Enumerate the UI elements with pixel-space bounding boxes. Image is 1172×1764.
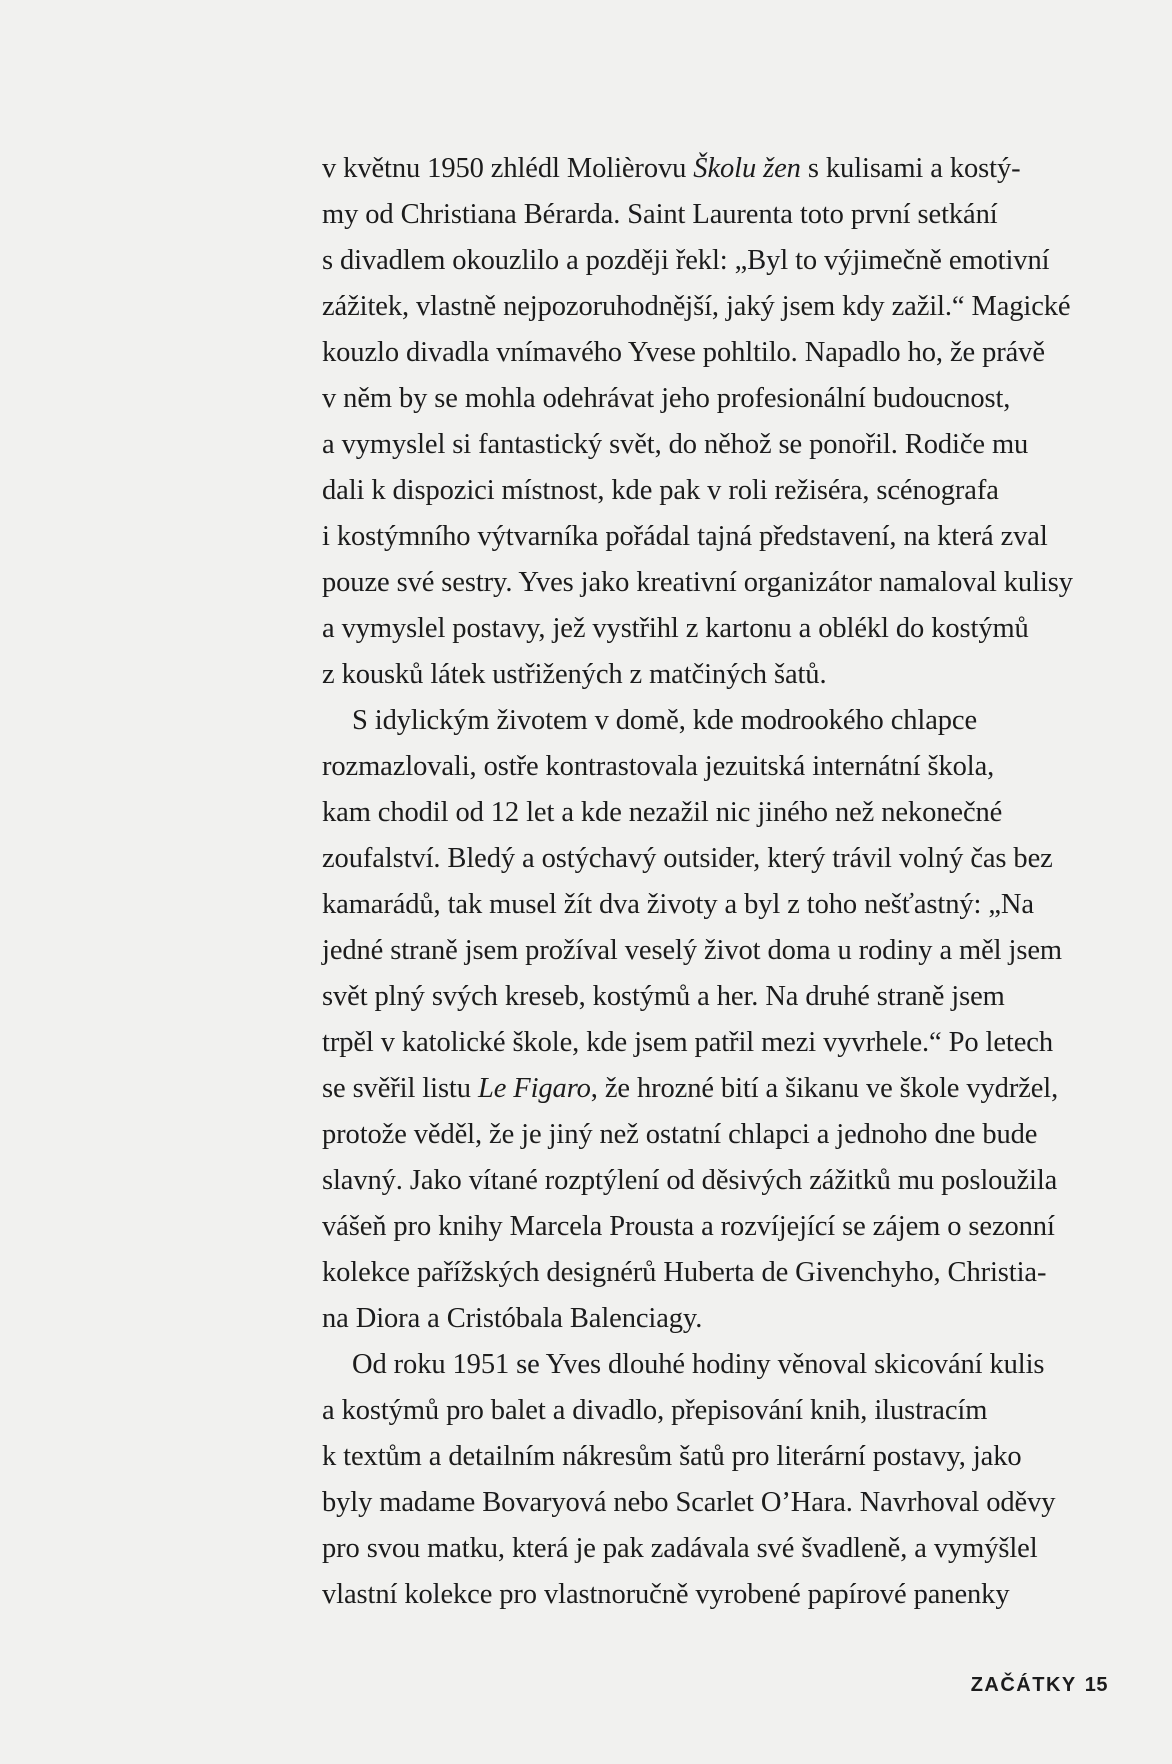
- text-run: vlastní kolekce pro vlastnoručně vyrobené papírové panenky: [322, 1579, 1010, 1610]
- text-run: kolekce pařížských designérů Huberta de Givenchyho, Christia-: [322, 1257, 1047, 1288]
- italic-title: Školu žen: [693, 153, 801, 184]
- text-run: pro svou matku, která je pak zadávala své švadleně, a vymýšlel: [322, 1533, 1038, 1564]
- text-line: [322, 1020, 1102, 1066]
- text-line: [322, 1112, 1102, 1158]
- text-line: [322, 928, 1102, 974]
- paragraph: [322, 146, 1102, 698]
- text-run: kam chodil od 12 let a kde nezažil nic jiného než nekonečné: [322, 797, 1003, 828]
- text-run: i kostýmního výtvarníka pořádal tajná představení, na která zval: [322, 521, 1048, 552]
- text-run: protože věděl, že je jiný než ostatní chlapci a jednoho dne bude: [322, 1119, 1038, 1150]
- text-line: [322, 974, 1102, 1020]
- text-run: S idylickým životem v domě, kde modrookého chlapce: [352, 705, 978, 736]
- text-line: [322, 836, 1102, 882]
- text-line: [322, 1296, 1102, 1342]
- text-run: s divadlem okouzlilo a později řekl: „Byl to výjimečně emotivní: [322, 245, 1050, 276]
- text-line: [322, 1342, 1102, 1388]
- text-run: kamarádů, tak musel žít dva životy a byl z toho nešťastný: „Na: [322, 889, 1034, 920]
- text-run: trpěl v katolické škole, kde jsem patřil mezi vyvrhele.“ Po letech: [322, 1027, 1053, 1058]
- text-line: [322, 1250, 1102, 1296]
- text-line: [322, 1480, 1102, 1526]
- running-footer: [971, 1674, 1108, 1697]
- text-run: v něm by se mohla odehrávat jeho profesionální budoucnost,: [322, 383, 1011, 414]
- text-run: slavný. Jako vítané rozptýlení od děsivých zážitků mu posloužila: [322, 1165, 1058, 1196]
- text-line: [322, 1066, 1102, 1112]
- text-run: se svěřil listu: [322, 1073, 478, 1104]
- text-run: v květnu 1950 zhlédl Molièrovu: [322, 153, 694, 184]
- italic-title: Le Figaro: [477, 1073, 591, 1104]
- text-run: zoufalství. Bledý a ostýchavý outsider, který trávil volný čas bez: [322, 843, 1053, 874]
- text-run: a vymyslel si fantastický svět, do něhož se ponořil. Rodiče mu: [322, 429, 1029, 460]
- text-run: a vymyslel postavy, jež vystřihl z kartonu a oblékl do kostýmů: [322, 613, 1029, 644]
- text-line: [322, 146, 1102, 192]
- text-line: [322, 238, 1102, 284]
- text-run: byly madame Bovaryová nebo Scarlet O’Hara. Navrhoval oděvy: [322, 1487, 1056, 1518]
- text-line: [322, 1158, 1102, 1204]
- paragraph: [322, 1342, 1102, 1618]
- text-line: [322, 330, 1102, 376]
- text-line: [322, 560, 1102, 606]
- text-line: [322, 882, 1102, 928]
- text-run: a kostýmů pro balet a divadlo, přepisování knih, ilustracím: [322, 1395, 988, 1426]
- text-line: [322, 606, 1102, 652]
- text-run: k textům a detailním nákresům šatů pro literární postavy, jako: [322, 1441, 1022, 1472]
- text-run: my od Christiana Bérarda. Saint Laurenta toto první setkání: [322, 199, 998, 230]
- text-run: jedné straně jsem prožíval veselý život doma u rodiny a měl jsem: [322, 935, 1062, 966]
- text-line: [322, 422, 1102, 468]
- text-run: na Diora a Cristóbala Balenciagy.: [322, 1303, 703, 1334]
- text-line: [322, 744, 1102, 790]
- body-text: [322, 146, 1102, 1618]
- text-run: rozmazlovali, ostře kontrastovala jezuitská internátní škola,: [322, 751, 995, 782]
- text-run: z kousků látek ustřižených z matčiných šatů.: [322, 659, 827, 690]
- text-line: [322, 376, 1102, 422]
- text-run: svět plný svých kreseb, kostýmů a her. Na druhé straně jsem: [322, 981, 1005, 1012]
- text-line: [322, 1388, 1102, 1434]
- text-run: , že hrozné bití a šikanu ve škole vydržel,: [590, 1073, 1059, 1104]
- text-run: dali k dispozici místnost, kde pak v roli režiséra, scénografa: [322, 475, 999, 506]
- text-run: pouze své sestry. Yves jako kreativní organizátor namaloval kulisy: [322, 567, 1073, 598]
- text-run: s kulisami a kostý-: [800, 153, 1021, 184]
- paragraph: [322, 698, 1102, 1342]
- text-run: Od roku 1951 se Yves dlouhé hodiny věnoval skicování kulis: [352, 1349, 1045, 1380]
- text-line: [322, 1572, 1102, 1618]
- text-line: [322, 1526, 1102, 1572]
- text-line: [322, 192, 1102, 238]
- text-run: kouzlo divadla vnímavého Yvese pohltilo. Napadlo ho, že právě: [322, 337, 1045, 368]
- text-line: [322, 790, 1102, 836]
- text-line: [322, 652, 1102, 698]
- text-line: [322, 1204, 1102, 1250]
- chapter-title: ZAČÁTKY: [970, 1674, 1077, 1696]
- text-line: [322, 1434, 1102, 1480]
- text-line: [322, 284, 1102, 330]
- text-line: [322, 514, 1102, 560]
- page-number: 15: [1084, 1674, 1108, 1696]
- text-line: [322, 698, 1102, 744]
- text-line: [322, 468, 1102, 514]
- text-run: zážitek, vlastně nejpozoruhodnější, jaký jsem kdy zažil.“ Magické: [322, 291, 1071, 322]
- text-run: vášeň pro knihy Marcela Prousta a rozvíjející se zájem o sezonní: [322, 1211, 1055, 1242]
